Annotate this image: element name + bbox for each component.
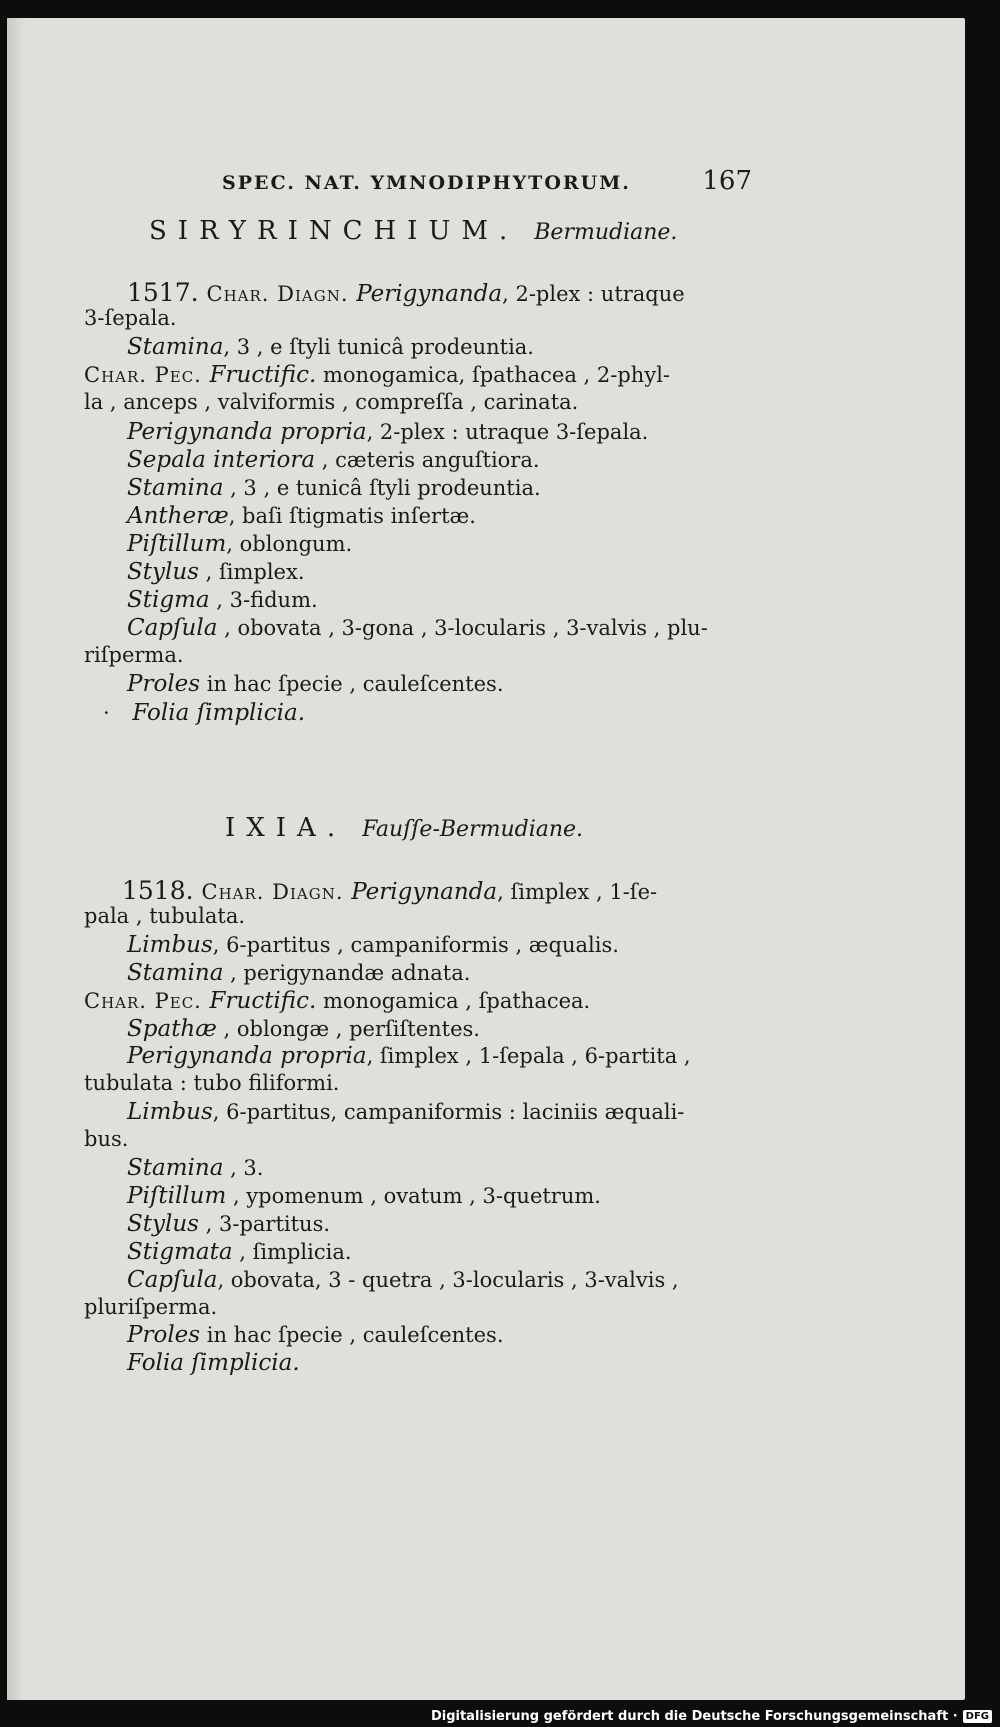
- term-italic: Stylus: [127, 1210, 199, 1237]
- term-italic: Capſula: [127, 615, 218, 642]
- text-line: [84, 1073, 339, 1094]
- text-line: [127, 1157, 263, 1180]
- term-italic: Spathæ: [127, 1015, 217, 1042]
- description-text: , obovata, 3 - quetra , 3-locularis , 3-valvis ,: [217, 1267, 679, 1292]
- text-line: [127, 1015, 480, 1042]
- text-line: [127, 1210, 331, 1237]
- text-line: [127, 931, 619, 958]
- description-text: bus.: [84, 1127, 129, 1152]
- genus-name: IXIA.: [225, 813, 347, 843]
- text-line: [84, 1294, 218, 1319]
- running-header: [222, 166, 752, 196]
- text-line: [127, 280, 685, 306]
- dfg-logo: DFG: [963, 1710, 992, 1723]
- description-text: , perigynandæ adnata.: [223, 960, 471, 985]
- description-text: 3-ſepala.: [84, 306, 177, 331]
- text-line: [127, 561, 305, 584]
- page-number: 167: [702, 166, 752, 196]
- character-label: Char. Diagn.: [206, 282, 357, 306]
- description-text: , 3.: [223, 1156, 264, 1180]
- term-italic: Piſtillum: [127, 530, 227, 557]
- term-italic: Sepala interiora: [127, 446, 316, 473]
- description-text: , 3 , e tunicâ ſtyli prodeuntia.: [223, 475, 541, 500]
- genus-heading: [149, 216, 677, 246]
- term-italic: Perigynanda: [351, 879, 498, 905]
- book-page: [7, 18, 965, 1700]
- text-line: [127, 1324, 504, 1347]
- description-text: tubulata : tubo filiformi.: [84, 1071, 340, 1096]
- running-title: SPEC. NAT. YMNODIPHYTORUM.: [222, 172, 631, 194]
- description-text: , 3-partitus.: [198, 1211, 331, 1236]
- text-line: [122, 878, 657, 904]
- text-line: [84, 364, 670, 387]
- description-text: , ypomenum , ovatum , 3-quetrum.: [226, 1183, 601, 1208]
- text-line: [127, 1101, 684, 1124]
- text-line: [127, 446, 540, 473]
- term-italic: Fructific.: [209, 987, 317, 1014]
- description-text: pluriſperma.: [84, 1294, 218, 1319]
- description-text: riſperma.: [84, 643, 184, 668]
- species-number: 1518.: [122, 876, 202, 905]
- page-text: [7, 18, 965, 1700]
- term-italic: Proles: [127, 671, 201, 698]
- description-text: , 2-plex : utraque 3-ſepala.: [366, 419, 649, 444]
- text-line: [103, 699, 306, 726]
- description-text: in hac ſpecie , cauleſcentes.: [200, 1323, 504, 1348]
- text-line: [127, 336, 534, 359]
- text-line: [127, 1182, 601, 1209]
- description-text: monogamica , ſpathacea.: [316, 988, 591, 1013]
- genus-heading: [225, 813, 583, 843]
- text-line: [127, 1352, 300, 1375]
- description-text: , 3 , e ſtyli tunicâ prodeuntia.: [223, 335, 534, 360]
- term-italic: Limbus: [127, 1099, 213, 1126]
- bullet-mark: ·: [103, 700, 117, 725]
- term-italic: Limbus: [127, 931, 213, 958]
- text-line: [84, 903, 246, 928]
- genus-name: SIRYRINCHIUM.: [149, 216, 519, 246]
- character-label: Char. Diagn.: [201, 880, 352, 904]
- description-text: , 6-partitus, campaniformis : laciniis æquali-: [212, 1100, 685, 1125]
- text-line: [127, 1266, 679, 1293]
- term-italic: Stamina: [127, 474, 224, 501]
- text-line: [84, 392, 578, 413]
- text-line: [84, 308, 177, 329]
- description-text: , oblongæ , perſiſtentes.: [216, 1016, 480, 1041]
- text-line: [127, 589, 318, 612]
- description-text: , 3-fidum.: [209, 588, 318, 613]
- description-text: , 6-partitus , campaniformis , æqualis.: [212, 932, 619, 957]
- term-italic: Piſtillum: [127, 1182, 227, 1209]
- text-line: [84, 1129, 128, 1150]
- term-italic: Antheræ: [127, 502, 229, 529]
- description-text: , ſimplex , 1-ſe-: [497, 880, 658, 904]
- term-italic: Stylus: [127, 559, 199, 585]
- text-line: [127, 959, 471, 986]
- description-text: monogamica, ſpathacea , 2-phyl-: [316, 363, 671, 388]
- text-line: [127, 1045, 691, 1068]
- description-text: in hac ſpecie , cauleſcentes.: [200, 672, 504, 697]
- term-italic: Fructific.: [209, 362, 317, 389]
- description-text: , oblongum.: [226, 531, 353, 556]
- description-text: pala , tubulata.: [84, 903, 246, 928]
- character-label: Char. Pec.: [84, 988, 210, 1013]
- text-line: [127, 418, 649, 445]
- description-text: , obovata , 3-gona , 3-locularis , 3-valvis , plu-: [217, 616, 708, 641]
- text-line: [127, 502, 476, 529]
- description-text: , 2-plex : utraque: [502, 282, 685, 306]
- description-text: , ſimplex , 1-ſepala , 6-partita ,: [366, 1044, 691, 1069]
- genus-vernacular: Bermudiane.: [534, 220, 678, 245]
- description-text: , cæteris anguſtiora.: [315, 447, 540, 472]
- credit-text: Digitalisierung gefördert durch die Deutsche Forschungsgemeinschaft ·: [430, 1709, 958, 1724]
- term-italic: Perigynanda: [356, 281, 503, 307]
- term-italic: Proles: [127, 1322, 201, 1349]
- term-italic: Folia ſimplicia.: [132, 699, 306, 726]
- description-text: la , anceps , valviformis , compreſſa , carinata.: [84, 390, 579, 415]
- description-text: , ſimplex.: [198, 560, 305, 584]
- term-italic: Perigynanda propria: [127, 1043, 367, 1070]
- text-line: [127, 617, 708, 640]
- genus-vernacular: Fauſſe-Bermudiane.: [362, 817, 584, 842]
- term-italic: Folia ſimplicia.: [127, 1350, 300, 1377]
- term-italic: Stamina: [127, 334, 224, 361]
- term-italic: Stigma: [127, 587, 210, 614]
- text-line: [127, 530, 353, 557]
- species-number: 1517.: [127, 278, 207, 307]
- description-text: , ſimplicia.: [232, 1239, 352, 1264]
- text-line: [84, 645, 184, 666]
- term-italic: Stamina: [127, 959, 224, 986]
- term-italic: Capſula: [127, 1266, 218, 1293]
- text-line: [127, 673, 504, 696]
- character-label: Char. Pec.: [84, 363, 210, 388]
- description-text: , baſi ſtigmatis inſertæ.: [228, 503, 476, 528]
- term-italic: Perigynanda propria: [127, 418, 367, 445]
- digitization-credit: [431, 1709, 992, 1724]
- term-italic: Stamina: [127, 1155, 224, 1181]
- term-italic: Stigmata: [127, 1238, 233, 1265]
- text-line: [84, 987, 591, 1014]
- text-line: [127, 1238, 352, 1265]
- text-line: [127, 474, 541, 501]
